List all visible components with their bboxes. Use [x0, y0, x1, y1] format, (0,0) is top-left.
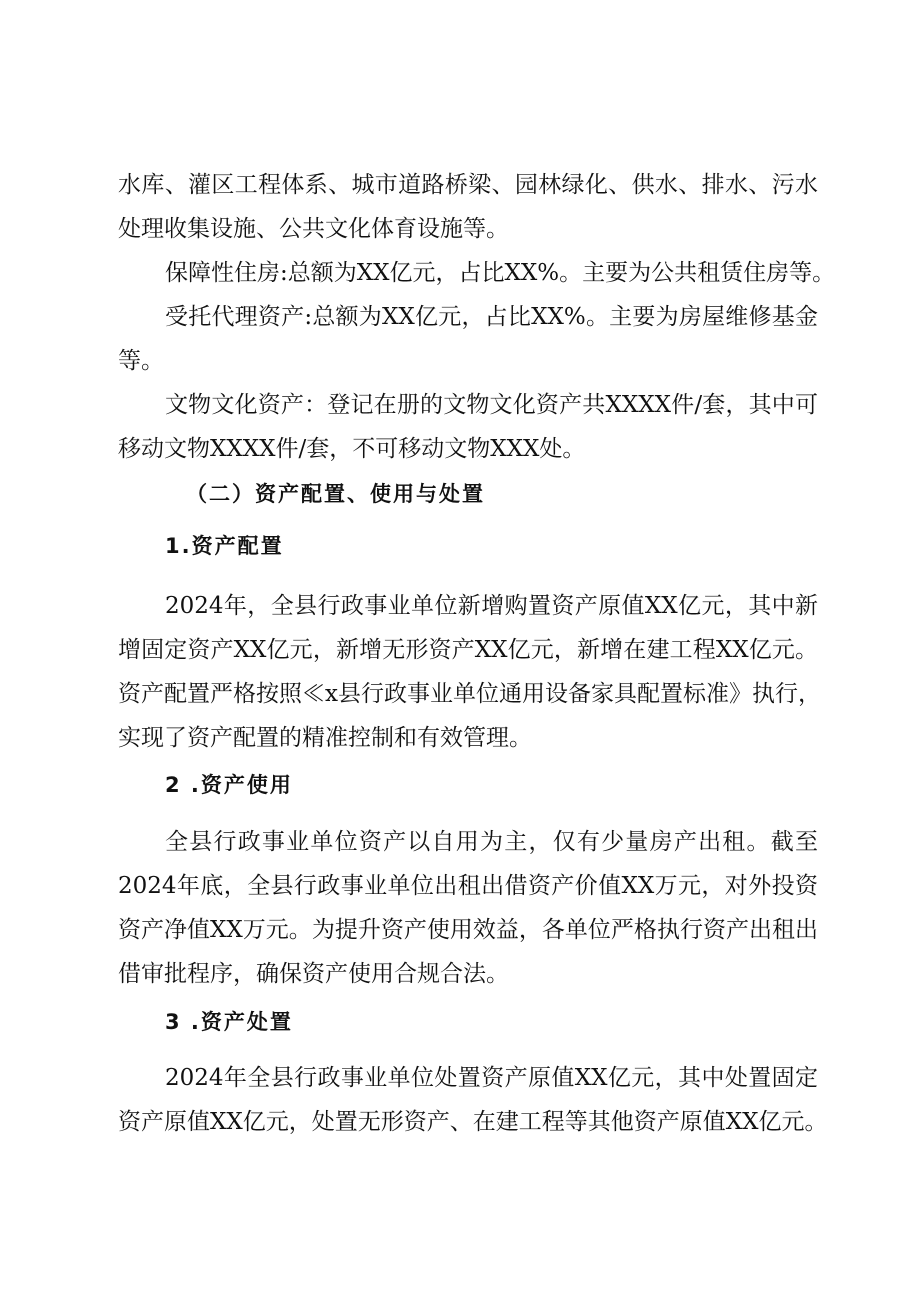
paragraph-line: 2024年底，全县行政事业单位出租出借资产价值XX万元，对外投资: [118, 873, 818, 899]
subsection-heading: 3 .资产处置: [165, 1010, 293, 1034]
paragraph-line: 保障性住房:总额为XX亿元，占比XX%。主要为公共租赁住房等。: [165, 260, 836, 286]
paragraph-line: 受托代理资产:总额为XX亿元，占比XX%。主要为房屋维修基金: [165, 304, 818, 330]
paragraph-line: 文物文化资产：登记在册的文物文化资产共XXXX件/套，其中可: [165, 392, 818, 418]
section-heading: （二）资产配置、使用与处置: [186, 482, 485, 506]
paragraph-line: 处理收集设施、公共文化体育设施等。: [118, 216, 509, 242]
paragraph-line: 移动文物XXXX件/套，不可移动文物XXX处。: [118, 436, 586, 462]
paragraph-line: 实现了资产配置的精准控制和有效管理。: [118, 725, 532, 751]
paragraph-line: 水库、灌区工程体系、城市道路桥梁、园林绿化、供水、排水、污水: [118, 172, 818, 198]
paragraph-line: 全县行政事业单位资产以自用为主，仅有少量房产出租。截至: [165, 829, 818, 855]
paragraph-line: 2024年，全县行政事业单位新增购置资产原值XX亿元，其中新: [165, 593, 818, 619]
paragraph-line: 资产净值XX万元。为提升资产使用效益，各单位严格执行资产出租出: [118, 917, 818, 943]
subsection-heading: 1.资产配置: [165, 534, 284, 558]
paragraph-line: 资产原值XX亿元，处置无形资产、在建工程等其他资产原值XX亿元。: [118, 1109, 828, 1135]
paragraph-line: 借审批程序，确保资产使用合规合法。: [118, 961, 509, 987]
paragraph-line: 资产配置严格按照≪x县行政事业单位通用设备家具配置标准》执行，: [118, 681, 821, 707]
paragraph-line: 增固定资产XX亿元，新增无形资产XX亿元，新增在建工程XX亿元。: [118, 637, 818, 663]
paragraph-line: 等。: [118, 348, 164, 374]
subsection-heading: 2 .资产使用: [165, 773, 293, 797]
paragraph-line: 2024年全县行政事业单位处置资产原值XX亿元，其中处置固定: [165, 1065, 818, 1091]
